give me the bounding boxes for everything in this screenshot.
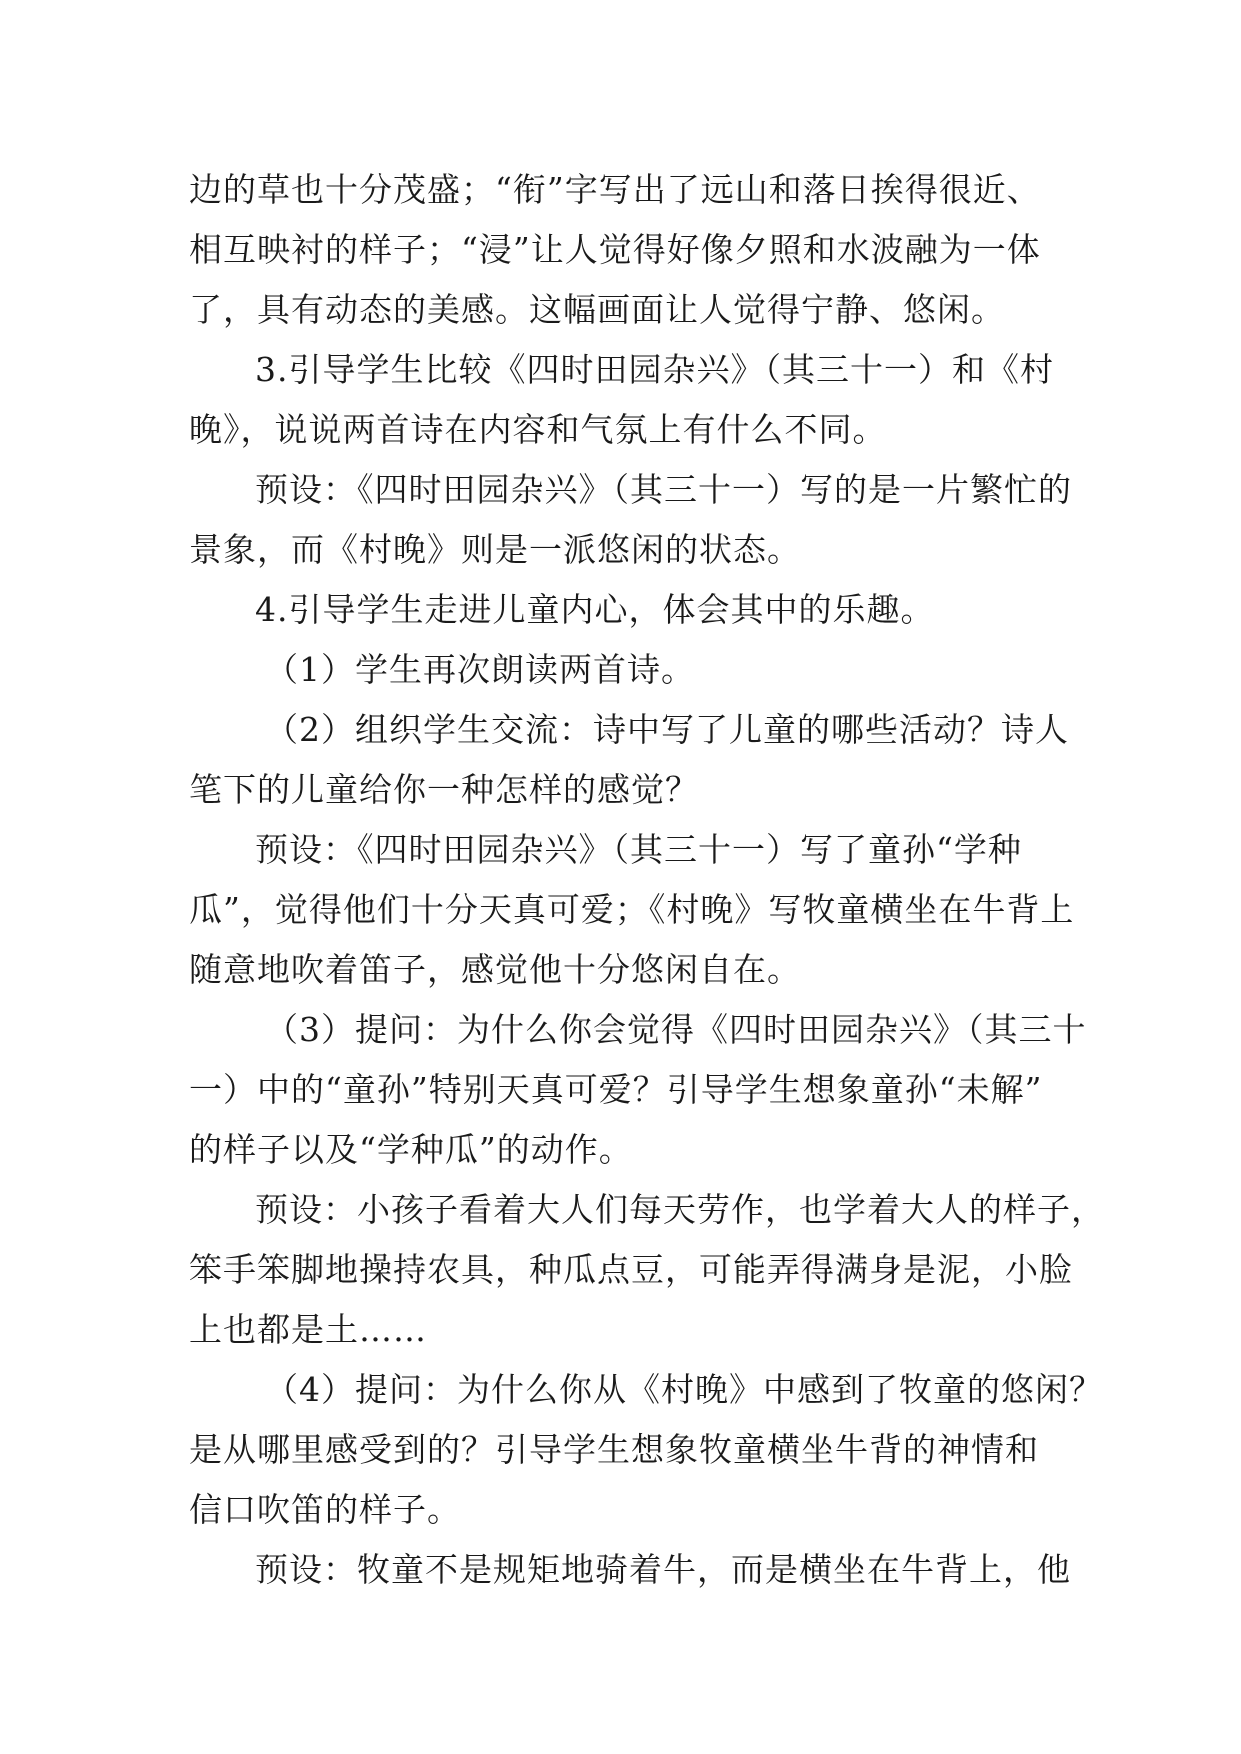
- text-line: 相互映衬的样子；“浸”让人觉得好像夕照和水波融为一体: [189, 230, 1041, 269]
- text-line: 预设：《四时田园杂兴》（其三十一）写的是一片繁忙的: [255, 470, 1072, 509]
- text-line: 了，具有动态的美感。这幅画面让人觉得宁静、悠闲。: [189, 290, 1005, 329]
- text-line: 随意地吹着笛子，感觉他十分悠闲自在。: [189, 950, 801, 989]
- text-line: 笔下的儿童给你一种怎样的感觉？: [189, 770, 699, 809]
- body-text: [189, 160, 1105, 1600]
- text-line: 预设：小孩子看着大人们每天劳作，也学着大人的样子，: [255, 1190, 1105, 1229]
- text-line: 边的草也十分茂盛；“衔”字写出了远山和落日挨得很近、: [189, 170, 1041, 209]
- text-line: 信口吹笛的样子。: [189, 1490, 461, 1529]
- text-line: 预设：《四时田园杂兴》（其三十一）写了童孙“学种: [255, 830, 1022, 869]
- text-line: （2）组织学生交流：诗中写了儿童的哪些活动？诗人: [265, 710, 1069, 749]
- text-line: 景象，而《村晚》则是一派悠闲的状态。: [189, 530, 801, 569]
- text-line: 3.引导学生比较《四时田园杂兴》（其三十一）和《村: [255, 350, 1054, 389]
- text-line: 一）中的“童孙”特别天真可爱？引导学生想象童孙“未解”: [189, 1070, 1043, 1109]
- text-line: （3）提问：为什么你会觉得《四时田园杂兴》（其三十: [265, 1010, 1087, 1049]
- text-line: 是从哪里感受到的？引导学生想象牧童横坐牛背的神情和: [189, 1430, 1039, 1469]
- text-line: 4.引导学生走进儿童内心，体会其中的乐趣。: [255, 590, 935, 629]
- text-line: 预设：牧童不是规矩地骑着牛，而是横坐在牛背上，他: [255, 1550, 1071, 1589]
- text-line: 瓜”，觉得他们十分天真可爱；《村晚》写牧童横坐在牛背上: [189, 890, 1075, 929]
- text-line: 晚》，说说两首诗在内容和气氛上有什么不同。: [189, 410, 887, 449]
- text-line: （4）提问：为什么你从《村晚》中感到了牧童的悠闲？: [265, 1370, 1103, 1409]
- text-line: 上也都是土……: [189, 1310, 427, 1349]
- text-line: （1）学生再次朗读两首诗。: [265, 650, 695, 689]
- text-line: 的样子以及“学种瓜”的动作。: [189, 1130, 633, 1169]
- text-line: 笨手笨脚地操持农具，种瓜点豆，可能弄得满身是泥，小脸: [189, 1250, 1073, 1289]
